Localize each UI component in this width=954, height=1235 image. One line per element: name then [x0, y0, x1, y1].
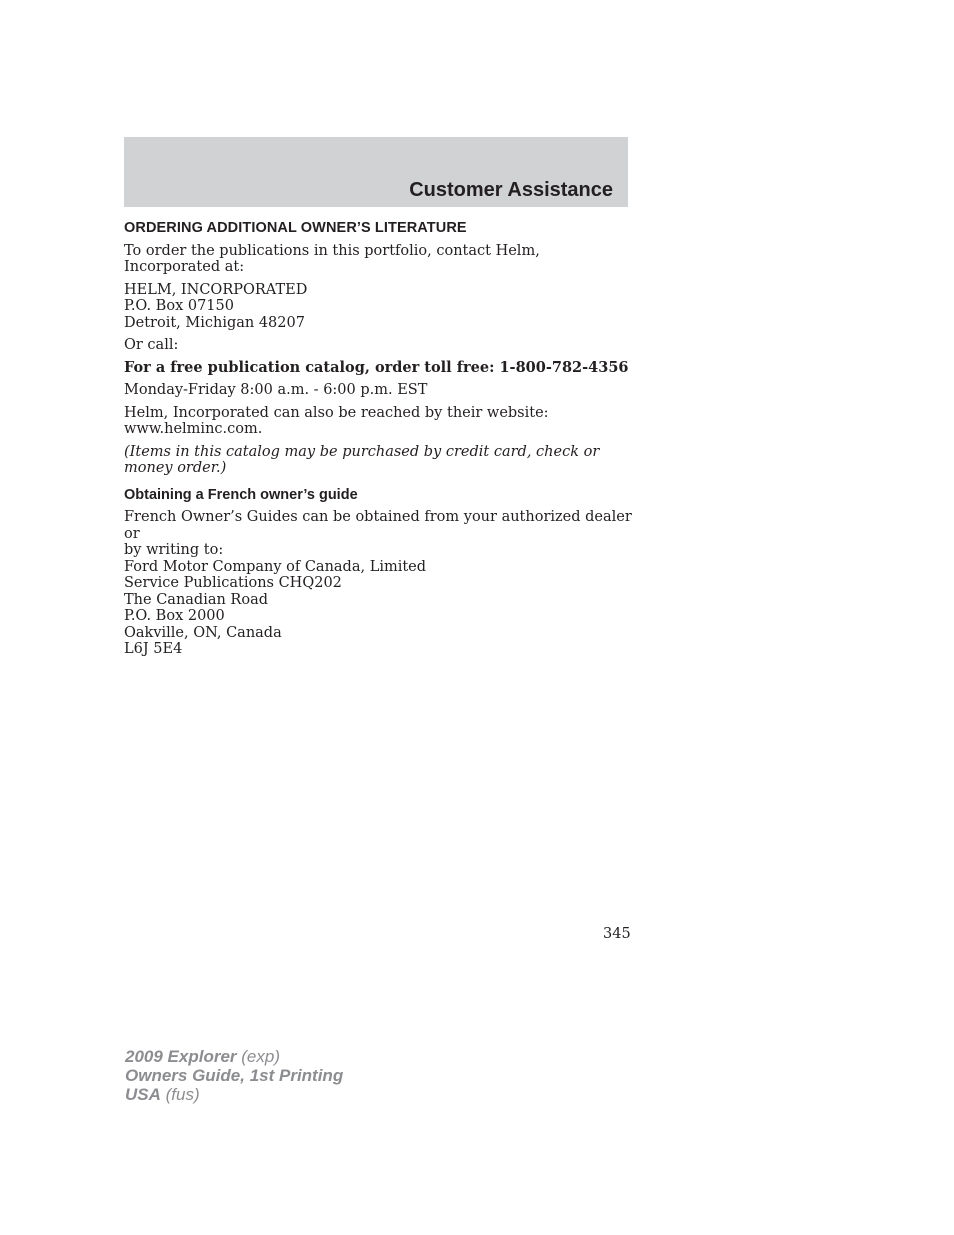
note-line: money order.) [124, 460, 227, 476]
footer-line-guide [125, 1066, 343, 1085]
footer-market-code: (fus) [165, 1085, 200, 1104]
french-guide-line: French Owner’s Guides can be obtained from your authorized dealer or [124, 509, 632, 542]
french-guide-line: Ford Motor Company of Canada, Limited [124, 558, 427, 575]
address-line: Detroit, Michigan 48207 [124, 314, 305, 331]
or-call-text: Or call: [124, 337, 179, 353]
tollfree-text: For a free publication catalog, order toll free: 1-800-782-4356 [124, 358, 629, 376]
french-guide-line: Oakville, ON, Canada [124, 624, 282, 641]
section-title: Customer Assistance [409, 179, 613, 201]
hours-text: Monday-Friday 8:00 a.m. - 6:00 p.m. EST [124, 382, 428, 398]
french-guide-line: P.O. Box 2000 [124, 608, 225, 624]
website-url: www.helminc.com. [124, 421, 263, 437]
french-guide-line: Service Publications CHQ202 [124, 575, 342, 591]
website-line: Helm, Incorporated can also be reached by their website: [124, 404, 549, 421]
french-guide-text [124, 509, 634, 658]
address-line: HELM, INCORPORATED [124, 281, 308, 298]
french-guide-line: L6J 5E4 [124, 641, 183, 657]
intro-text: To order the publications in this portfolio, contact Helm, Incorporated at: [124, 242, 540, 275]
footer-guide: Owners Guide, 1st Printing [125, 1066, 344, 1085]
footer-model: 2009 Explorer [125, 1047, 237, 1066]
page-content [124, 220, 634, 664]
page-number: 345 [603, 926, 631, 942]
address-line: P.O. Box 07150 [124, 298, 234, 314]
french-guide-heading: Obtaining a French owner’s guide [124, 486, 358, 503]
document-footer [125, 1047, 343, 1104]
footer-line-model [125, 1047, 343, 1066]
section-header-band [124, 137, 628, 207]
footer-line-market [125, 1085, 343, 1104]
helm-address [124, 282, 634, 332]
ordering-literature-heading: ORDERING ADDITIONAL OWNER’S LITERATURE [124, 220, 467, 236]
footer-market: USA [125, 1085, 161, 1104]
website-text [124, 405, 634, 438]
french-guide-line: by writing to: [124, 542, 224, 558]
note-line: (Items in this catalog may be purchased by credit card, check or [124, 443, 600, 460]
french-guide-line: The Canadian Road [124, 591, 269, 608]
footer-model-code: (exp) [241, 1047, 280, 1066]
payment-note [124, 444, 634, 477]
